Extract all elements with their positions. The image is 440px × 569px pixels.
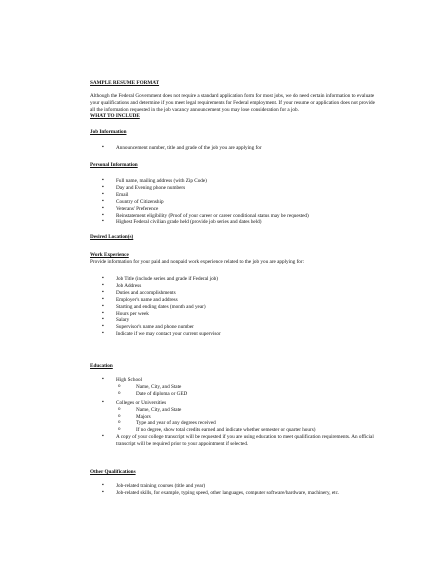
desired-location-heading: Desired Location(s): [90, 234, 134, 240]
list-item: ▪ Indicate if we may contact your current supervisor: [90, 331, 221, 338]
list-item: ▪ Hours per week: [90, 311, 221, 318]
personal-information-heading: Personal Information: [90, 162, 138, 168]
list-item: ▪ Email: [90, 192, 309, 199]
list-item: ▪ Job Title (include series and grade if Federal job): [90, 276, 221, 283]
sub-list-item: o Type and year of any degrees received: [90, 420, 380, 427]
work-experience-list: [90, 276, 221, 338]
list-item: ▪ Duties and accomplishments: [90, 290, 221, 297]
list-item: ▪ Highest Federal civilian grade held (provide job series and dates held): [90, 219, 309, 226]
job-information-list: [90, 145, 262, 152]
other-qualifications-list: [90, 483, 339, 497]
sub-list-item: o Majors: [90, 414, 380, 421]
list-item: ▪ Full name, mailing address (with Zip Code): [90, 178, 309, 185]
intro-paragraph: Although the Federal Government does not require a standard application form for most jobs, we do need certain information to evaluate your qualifications and determine if you meet legal requirements for Federal employment. If your resume or application does not provide all the information requested in the job vacancy announcement you may lose consideration for a job.: [90, 93, 375, 113]
personal-information-list: [90, 178, 309, 226]
list-item: ▪ A copy of your college transcript will be requested if you are using education to meet qualification requirements. An official transcript will be required prior to your appointment if selected.: [90, 434, 380, 448]
list-item: ▪ Job-related training courses (title and year): [90, 483, 339, 490]
list-item: ▪ Starting and ending dates (month and year): [90, 304, 221, 311]
sub-list-item: o Name, City, and State: [90, 384, 380, 391]
list-item: ▪ Country of Citizenship: [90, 199, 309, 206]
list-item: ▪ Supervisor's name and phone number: [90, 324, 221, 331]
list-item: ▪ Salary: [90, 317, 221, 324]
document-title: SAMPLE RESUME FORMAT: [90, 80, 160, 86]
education-heading: Education: [90, 363, 113, 369]
education-list: [90, 377, 380, 448]
list-item: ▪ Reinstatement eligibility (Proof of your career or career conditional status may be requested): [90, 213, 309, 220]
high-school-sublist: [90, 384, 380, 397]
list-item: [90, 400, 380, 433]
list-item: ▪ Day and Evening phone numbers: [90, 185, 309, 192]
work-experience-intro: Provide information for your paid and nonpaid work experience related to the job you are applying for:: [90, 259, 305, 265]
list-item: ▪ Employer's name and address: [90, 297, 221, 304]
list-item: ▪ Job-related skills, for example, typing speed, other languages, computer software/hardware, machinery, etc.: [90, 490, 339, 497]
colleges-label: Colleges or Universities: [116, 400, 167, 407]
sub-list-item: o Date of diploma or GED: [90, 391, 380, 398]
sub-list-item: o If no degree, show total credits earned and indicate whether semester or quarter hours): [90, 427, 380, 434]
what-to-include-heading: WHAT TO INCLUDE: [90, 113, 140, 119]
list-item: [90, 377, 380, 397]
job-information-heading: Job Information: [90, 129, 127, 135]
list-item: ▪ Job Address: [90, 283, 221, 290]
other-qualifications-heading: Other Qualifications: [90, 469, 136, 475]
high-school-label: High School: [116, 377, 143, 383]
list-item: ▪ Announcement number, title and grade of the job you are applying for: [90, 145, 262, 152]
sub-list-item: o Name, City, and State: [90, 407, 380, 414]
list-item: ▪ Veterans' Preference: [90, 206, 309, 213]
work-experience-heading: Work Experience: [90, 252, 129, 258]
colleges-sublist: [90, 407, 380, 433]
